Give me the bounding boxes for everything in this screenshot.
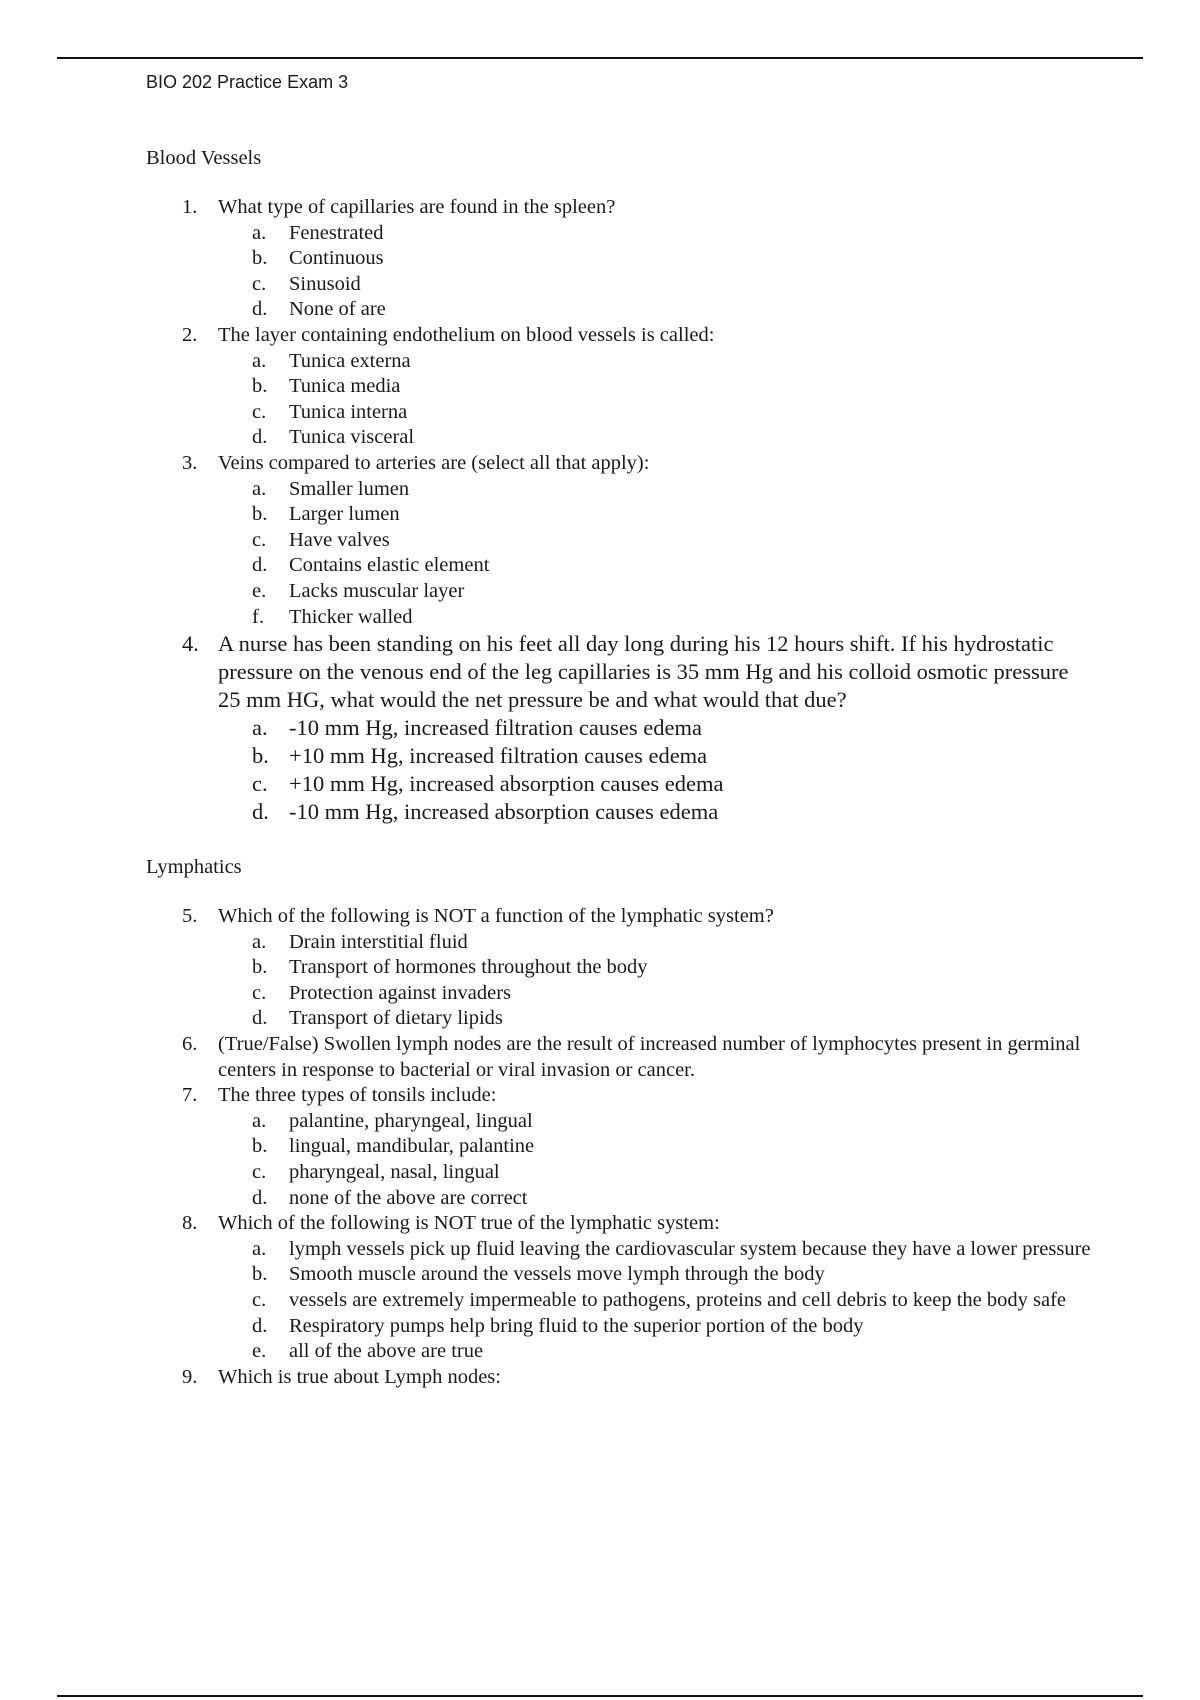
option-letter: e. bbox=[252, 579, 267, 602]
option-text: Tunica interna bbox=[289, 400, 408, 423]
question-number: 6. bbox=[182, 1033, 198, 1056]
answer-option bbox=[252, 714, 1096, 742]
option-letter: a. bbox=[252, 715, 268, 741]
question-text: The layer containing endothelium on blood vessels is called: bbox=[218, 323, 715, 346]
section-lymphatics bbox=[146, 854, 1096, 1390]
option-text: Larger lumen bbox=[289, 503, 400, 526]
option-text: Thicker walled bbox=[289, 605, 413, 628]
option-text: vessels are extremely impermeable to pathogens, proteins and cell debris to keep the body safe bbox=[289, 1289, 1067, 1311]
option-text: palantine, pharyngeal, lingual bbox=[289, 1109, 533, 1132]
option-letter: a. bbox=[252, 1237, 267, 1260]
option-text: pharyngeal, nasal, lingual bbox=[289, 1161, 500, 1184]
question-number: 4. bbox=[182, 631, 199, 657]
option-text: Drain interstitial fluid bbox=[289, 930, 468, 953]
option-letter: c. bbox=[252, 1161, 267, 1184]
option-text: lingual, mandibular, palantine bbox=[289, 1135, 535, 1158]
option-text: Tunica visceral bbox=[289, 426, 415, 449]
answer-option bbox=[252, 1339, 1096, 1365]
option-text: Tunica media bbox=[289, 375, 401, 398]
question-number: 8. bbox=[182, 1212, 198, 1235]
question-number: 9. bbox=[182, 1365, 198, 1388]
question-4 bbox=[146, 630, 1096, 826]
answer-option bbox=[252, 1314, 1096, 1340]
option-text: Continuous bbox=[289, 247, 384, 270]
option-letter: d. bbox=[252, 1186, 268, 1209]
option-letter: b. bbox=[252, 503, 268, 526]
option-letter: e. bbox=[252, 1340, 267, 1363]
option-text: Respiratory pumps help bring fluid to the superior portion of the body bbox=[289, 1314, 864, 1337]
answer-option bbox=[252, 374, 1096, 400]
question-number: 5. bbox=[182, 905, 198, 928]
option-letter: a. bbox=[252, 1109, 267, 1132]
question-text: Veins compared to arteries are (select all that apply): bbox=[218, 451, 650, 474]
option-text: Protection against invaders bbox=[289, 981, 512, 1004]
question-text: Which of the following is NOT a function of the lymphatic system? bbox=[218, 905, 774, 928]
option-text: Fenestrated bbox=[289, 221, 384, 244]
option-text: Smooth muscle around the vessels move lymph through the body bbox=[289, 1263, 825, 1286]
question-number: 1. bbox=[182, 196, 198, 218]
option-letter: d. bbox=[252, 1007, 268, 1030]
option-letter: d. bbox=[252, 554, 268, 577]
option-letter: d. bbox=[252, 1314, 268, 1337]
question-text: The three types of tonsils include: bbox=[218, 1084, 497, 1107]
answer-option bbox=[252, 272, 1096, 298]
document-body bbox=[146, 145, 1096, 1390]
option-text: Transport of dietary lipids bbox=[289, 1007, 503, 1030]
option-letter: d. bbox=[252, 799, 269, 825]
page-header: BIO 202 Practice Exam 3 bbox=[146, 72, 349, 92]
question-text: (True/False) Swollen lymph nodes are the result of increased number of lymphocytes present in germinal centers in response to bacterial or viral invasion or cancer. bbox=[218, 1033, 1081, 1081]
option-text: lymph vessels pick up fluid leaving the cardiovascular system because they have a lower pressure bbox=[289, 1237, 1091, 1260]
answer-option bbox=[252, 579, 1096, 605]
option-text: Tunica externa bbox=[289, 349, 411, 372]
option-letter: b. bbox=[252, 743, 269, 769]
answer-option bbox=[252, 1006, 1096, 1032]
option-text: Have valves bbox=[289, 528, 390, 551]
question-8 bbox=[146, 1211, 1096, 1365]
answer-option bbox=[252, 1134, 1096, 1160]
answer-option bbox=[252, 1262, 1096, 1288]
answer-option bbox=[252, 798, 1096, 826]
answer-option bbox=[252, 400, 1096, 426]
option-letter: b. bbox=[252, 1135, 268, 1158]
question-number: 7. bbox=[182, 1084, 198, 1107]
option-letter: a. bbox=[252, 477, 267, 500]
option-text: -10 mm Hg, increased filtration causes edema bbox=[289, 715, 702, 741]
answer-option bbox=[252, 1109, 1096, 1135]
answer-option bbox=[252, 1237, 1096, 1263]
option-letter: b. bbox=[252, 1263, 268, 1286]
option-letter: d. bbox=[252, 298, 268, 321]
question-6 bbox=[146, 1032, 1096, 1083]
option-text: all of the above are true bbox=[289, 1340, 484, 1363]
option-letter: c. bbox=[252, 771, 268, 797]
option-text: None of are bbox=[289, 298, 386, 321]
option-letter: a. bbox=[252, 930, 267, 953]
option-letter: c. bbox=[252, 981, 267, 1004]
option-text: Contains elastic element bbox=[289, 554, 490, 577]
bottom-rule bbox=[57, 1695, 1143, 1697]
question-3 bbox=[146, 451, 1096, 630]
answer-option bbox=[252, 553, 1096, 579]
option-letter: b. bbox=[252, 375, 268, 398]
option-letter: c. bbox=[252, 1289, 267, 1311]
option-text: none of the above are correct bbox=[289, 1186, 528, 1209]
section-title: Blood Vessels bbox=[146, 147, 262, 169]
option-text: Lacks muscular layer bbox=[289, 579, 465, 602]
option-text: Sinusoid bbox=[289, 272, 361, 295]
question-text: What type of capillaries are found in the spleen? bbox=[218, 196, 616, 218]
answer-option bbox=[252, 297, 1096, 323]
option-letter: f. bbox=[252, 605, 264, 628]
option-letter: d. bbox=[252, 426, 268, 449]
option-letter: c. bbox=[252, 528, 267, 551]
answer-option bbox=[252, 246, 1096, 272]
top-rule bbox=[57, 57, 1143, 59]
question-number: 2. bbox=[182, 323, 198, 346]
section-title: Lymphatics bbox=[146, 856, 242, 879]
answer-option bbox=[252, 770, 1096, 798]
option-text: Transport of hormones throughout the body bbox=[289, 956, 648, 979]
option-text: -10 mm Hg, increased absorption causes edema bbox=[289, 799, 719, 825]
option-text: Smaller lumen bbox=[289, 477, 410, 500]
option-letter: b. bbox=[252, 247, 268, 270]
answer-option bbox=[252, 425, 1096, 451]
answer-option bbox=[252, 1186, 1096, 1212]
answer-option bbox=[252, 1288, 1096, 1314]
answer-option bbox=[252, 930, 1096, 956]
answer-option bbox=[252, 1160, 1096, 1186]
question-2 bbox=[146, 323, 1096, 451]
option-text: +10 mm Hg, increased filtration causes edema bbox=[289, 743, 708, 769]
answer-option bbox=[252, 605, 1096, 631]
answer-option bbox=[252, 742, 1096, 770]
option-letter: b. bbox=[252, 956, 268, 979]
option-letter: c. bbox=[252, 400, 267, 423]
section-blood-vessels bbox=[146, 145, 1096, 826]
answer-option bbox=[252, 502, 1096, 528]
answer-option bbox=[252, 221, 1096, 247]
answer-option bbox=[252, 477, 1096, 503]
question-text: Which is true about Lymph nodes: bbox=[218, 1365, 501, 1388]
question-number: 3. bbox=[182, 451, 198, 474]
option-letter: c. bbox=[252, 272, 267, 295]
question-5 bbox=[146, 904, 1096, 1032]
question-7 bbox=[146, 1083, 1096, 1211]
option-letter: a. bbox=[252, 221, 267, 244]
answer-option bbox=[252, 955, 1096, 981]
answer-option bbox=[252, 349, 1096, 375]
question-1 bbox=[146, 195, 1096, 323]
option-letter: a. bbox=[252, 349, 267, 372]
question-text: Which of the following is NOT true of the lymphatic system: bbox=[218, 1212, 720, 1235]
answer-option bbox=[252, 528, 1096, 554]
question-text: A nurse has been standing on his feet all day long during his 12 hours shift. If his hydrostatic pressure on the venous end of the leg capillaries is 35 mm Hg and his colloid osmotic pressure 25 mm HG, what would the net pressure be and what would that due? bbox=[218, 631, 1069, 713]
answer-option bbox=[252, 981, 1096, 1007]
question-9 bbox=[146, 1365, 1096, 1391]
option-text: +10 mm Hg, increased absorption causes edema bbox=[289, 771, 724, 797]
